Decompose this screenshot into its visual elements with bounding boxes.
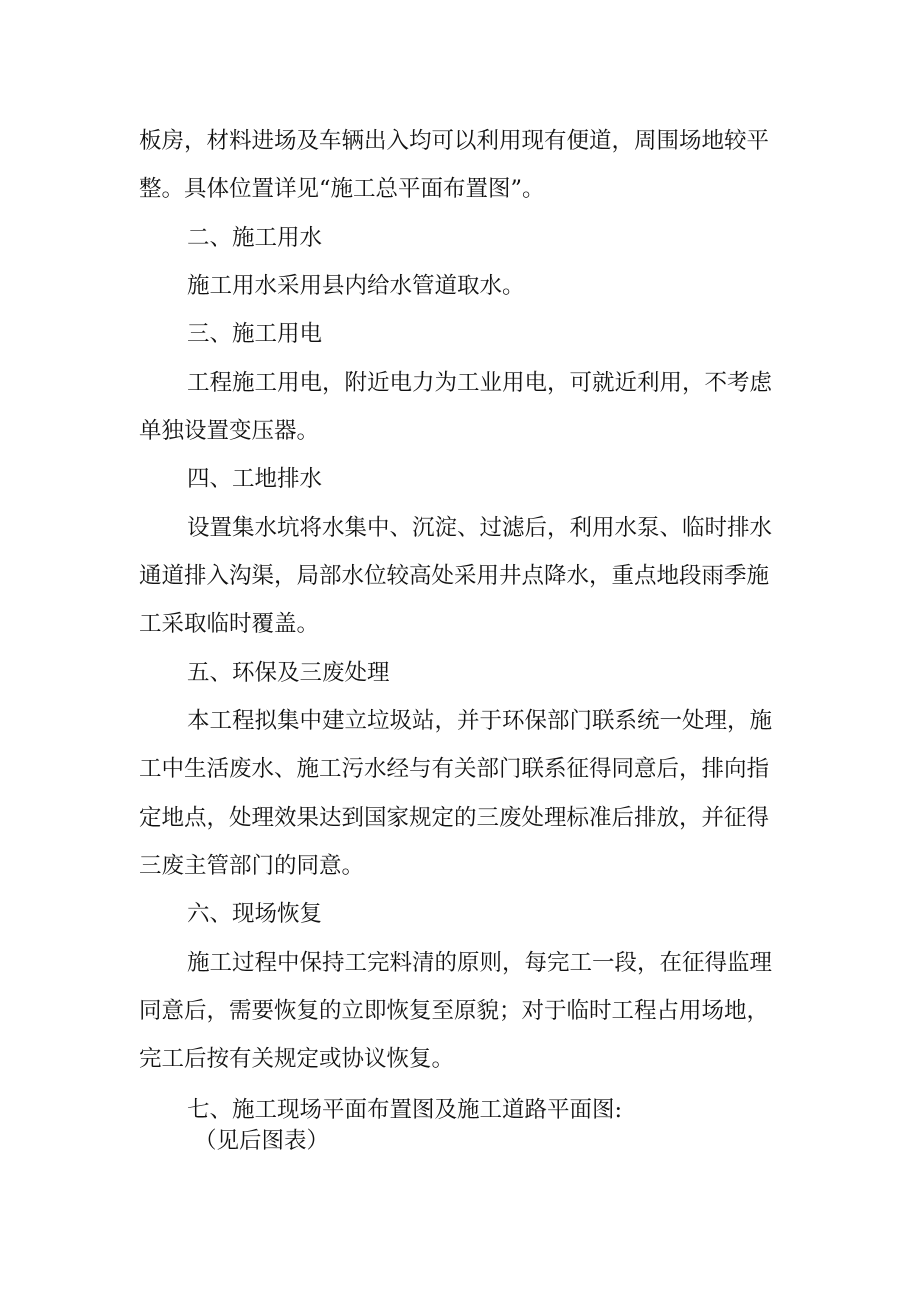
body-text-line: 施工过程中保持工完料清的原则，每完工一段，在征得监理: [187, 950, 773, 976]
body-text-line: 定地点，处理效果达到国家规定的三废处理标准后排放，并征得: [139, 805, 770, 831]
body-text-line: 施工用水采用县内给水管道取水。: [187, 273, 525, 299]
section-heading: 五、环保及三废处理: [187, 660, 390, 686]
body-text-line: 完工后按有关规定或协议恢复。: [139, 1046, 455, 1072]
section-heading: 二、施工用水: [187, 225, 323, 251]
section-heading: 七、施工现场平面布置图及施工道路平面图:: [187, 1097, 623, 1123]
body-text-line: 三废主管部门的同意。: [139, 853, 365, 879]
body-text-line: 工采取临时覆盖。: [139, 611, 320, 637]
body-text-line: 设置集水坑将水集中、沉淀、过滤后，利用水泵、临时排水: [187, 515, 773, 541]
section-heading: 三、施工用电: [187, 321, 323, 347]
body-text-line: 同意后，需要恢复的立即恢复至原貌；对于临时工程占用场地，: [139, 998, 770, 1024]
body-text-line: 板房，材料进场及车辆出入均可以利用现有便道，周围场地较平: [139, 128, 770, 154]
body-text-line: 本工程拟集中建立垃圾站，并于环保部门联系统一处理，施: [187, 708, 773, 734]
section-heading: 六、现场恢复: [187, 901, 323, 927]
body-text-line: 工程施工用电，附近电力为工业用电，可就近利用，不考虑: [187, 370, 773, 396]
figure-reference-note: （见后图表）: [194, 1128, 330, 1154]
body-text-line: 单独设置变压器。: [139, 418, 320, 444]
body-text-line: 整。具体位置详见“施工总平面布置图”。: [139, 176, 545, 202]
body-text-line: 工中生活废水、施工污水经与有关部门联系征得同意后，排向指: [139, 756, 770, 782]
section-heading: 四、工地排水: [187, 466, 323, 492]
body-text-line: 通道排入沟渠，局部水位较高处采用井点降水，重点地段雨季施: [139, 563, 770, 589]
